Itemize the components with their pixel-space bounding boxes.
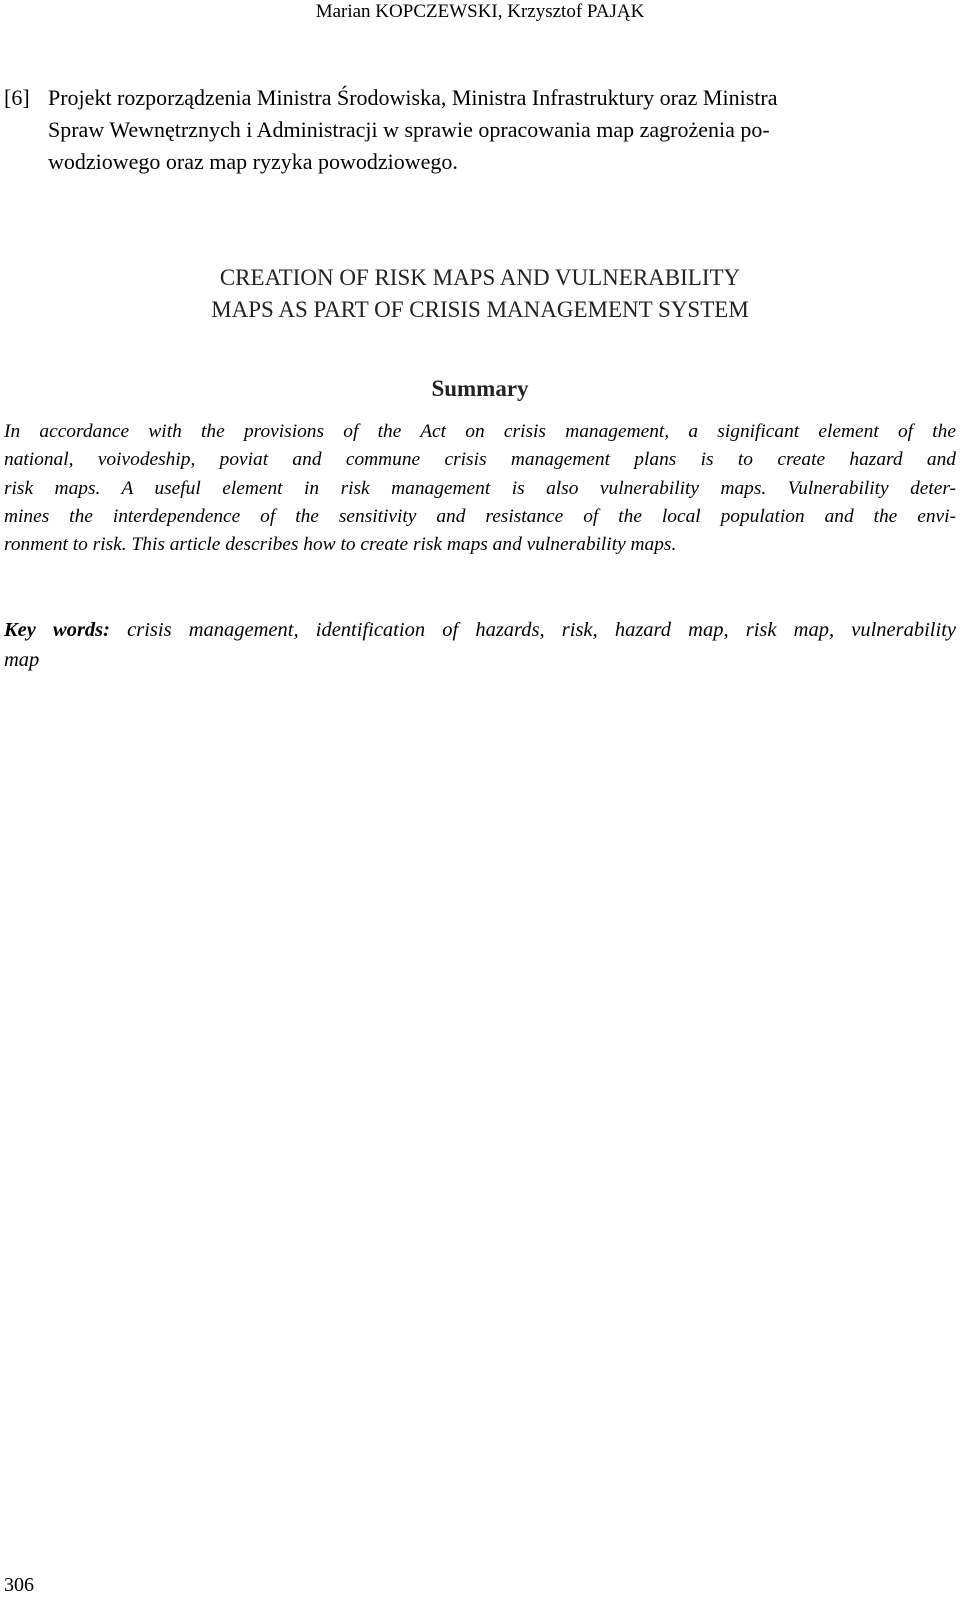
reference-number: [6]: [4, 85, 30, 110]
paper-title: [0, 262, 960, 326]
summary-heading: Summary: [431, 376, 529, 401]
paper-title-line-2: MAPS AS PART OF CRISIS MANAGEMENT SYSTEM: [211, 297, 749, 322]
abstract-line-4: mines the interdependence of the sensitivity and resistance of the local population and the envi-: [4, 505, 956, 527]
reference-entry: [4, 82, 956, 178]
abstract-line-3: risk maps. A useful element in risk management is also vulnerability maps. Vulnerability deter-: [4, 477, 956, 499]
running-header: Marian KOPCZEWSKI, Krzysztof PAJĄK: [315, 1, 645, 22]
abstract-line-5: ronment to risk. This article describes how to create risk maps and vulnerability maps.: [4, 534, 677, 556]
abstract-line-1: In accordance with the provisions of the Act on crisis management, a significant element of the: [4, 421, 956, 442]
abstract-line-2: national, voivodeship, poviat and commune crisis management plans is to create hazard and: [4, 449, 956, 471]
reference-text-1: Projekt rozporządzenia Ministra Środowiska, Ministra Infrastruktury oraz Ministra: [48, 85, 778, 110]
keywords: [4, 615, 956, 675]
page-number: 306: [4, 1574, 34, 1596]
paper-title-line-1: CREATION OF RISK MAPS AND VULNERABILITY: [219, 265, 741, 290]
reference-line-2: Spraw Wewnętrznych i Administracji w sprawie opracowania map zagrożenia po-: [48, 117, 770, 142]
reference-line-1: [4, 82, 956, 114]
summary-abstract: [4, 418, 956, 559]
keywords-label: Key words:: [4, 619, 110, 641]
keywords-line-2: map: [4, 649, 40, 671]
keywords-line-1: [4, 615, 956, 645]
reference-line-3: wodziowego oraz map ryzyka powodziowego.: [48, 149, 458, 174]
keywords-list: crisis management, identification of hazards, risk, hazard map, risk map, vulnerability: [127, 619, 956, 641]
